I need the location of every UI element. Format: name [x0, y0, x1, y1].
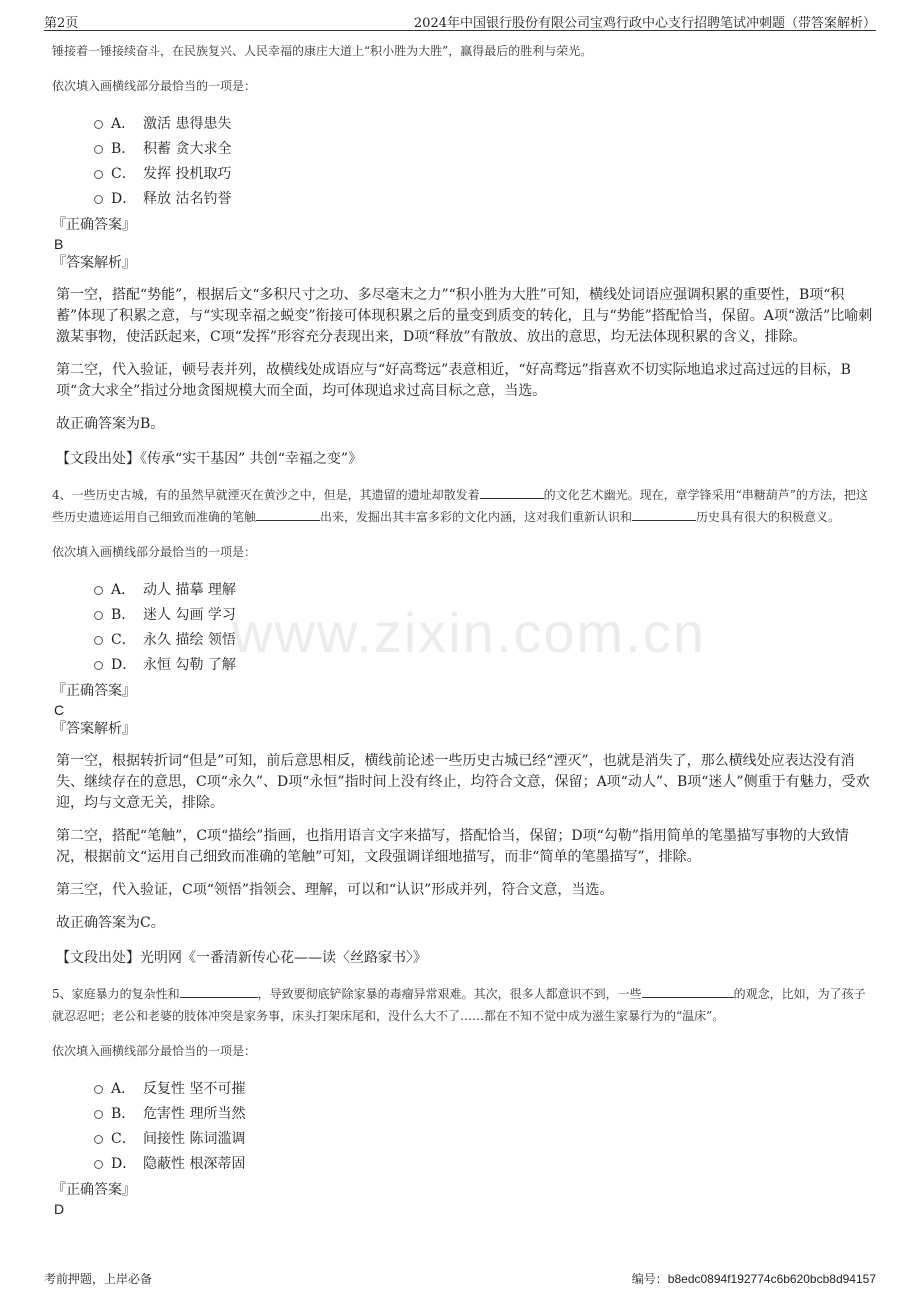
- option-d[interactable]: D． 永恒 勾勒 了解: [94, 651, 876, 676]
- footer-slogan: 考前押题，上岸必备: [44, 1272, 153, 1286]
- question-5: [44, 983, 876, 1219]
- option-a[interactable]: A． 反复性 坚不可摧: [94, 1075, 876, 1100]
- radio-icon[interactable]: [94, 586, 103, 595]
- radio-icon[interactable]: [94, 195, 103, 204]
- question-prompt: 依次填入画横线部分最恰当的一项是：: [52, 545, 257, 559]
- question-prompt: 依次填入画横线部分最恰当的一项是：: [52, 1044, 257, 1058]
- question-text: 5、家庭暴力的复杂性和 ，导致要彻底铲除家暴的毒瘤异常艰难。其次，很多人都意识不到，一些 的观念，比如，为了孩子就忍忍吧；老公和老婆的肢体冲突是家务事，床头打架床尾和，没什么大不了……都在不知不觉中成为滋生家暴行为的“温床”。: [52, 987, 866, 1023]
- option-d[interactable]: D． 释放 沽名钓誉: [94, 185, 876, 210]
- analysis-paragraph: 第一空，搭配“势能”，根据后文“多积尺寸之功、多尽毫末之力”“积小胜为大胜”可知，横线处词语应强调积累的重要性，B项“积蓄”体现了积累之意，与“实现幸福之蜕变”衔接可体现积累之后的量变到质变的转化，且与“势能”搭配恰当，保留。A项“激活”比喻刺激某事物，使活跃起来，C项“发挥”形容充分表现出来，D项“释放”有散放、放出的意思，均无法体现积累的含义，排除。: [56, 287, 873, 345]
- page-header: [44, 10, 876, 31]
- radio-icon[interactable]: [94, 120, 103, 129]
- source-citation: 【文段出处】《传承“实干基因” 共创“幸福之变”》: [56, 451, 363, 467]
- answer-value: B: [54, 236, 64, 252]
- option-a[interactable]: A． 激活 患得患失: [94, 110, 876, 135]
- answer-label: 『正确答案』: [52, 683, 136, 699]
- options-list: [94, 110, 876, 210]
- radio-icon[interactable]: [94, 1085, 103, 1094]
- analysis-conclusion: 故正确答案为C。: [56, 915, 165, 931]
- option-b[interactable]: B． 危害性 理所当然: [94, 1100, 876, 1125]
- analysis-paragraph: 第一空，根据转折词“但是”可知，前后意思相反，横线前论述一些历史古城已经“湮灭”，也就是消失了，那么横线处应表达没有消失、继续存在的意思，C项“永久”、D项“永恒”指时间上没有终止，均符合文意，保留；A项“动人”、B项“迷人”侧重于有魅力，受欢迎，均与文意无关，排除。: [56, 753, 870, 811]
- analysis-paragraph: 第二空，搭配“笔触”，C项“描绘”指画，也指用语言文字来描写，搭配恰当，保留；D项“勾勒”指用简单的笔墨描写事物的大致情况，根据前文“运用自己细致而准确的笔触”可知，文段强调详细地描写，而非“简单的笔墨描写”，排除。: [56, 828, 849, 865]
- answer-blank: [480, 486, 544, 499]
- analysis-conclusion: 故正确答案为B。: [56, 416, 165, 432]
- answer-blank: [642, 985, 734, 998]
- page-number: 第2页: [44, 16, 79, 31]
- radio-icon[interactable]: [94, 1110, 103, 1119]
- answer-label: 『正确答案』: [52, 1182, 136, 1198]
- answer-value: D: [54, 1201, 65, 1217]
- radio-icon[interactable]: [94, 1135, 103, 1144]
- option-b[interactable]: B． 积蓄 贪大求全: [94, 135, 876, 160]
- question-text: 锤接着一锤接续奋斗，在民族复兴、人民幸福的康庄大道上“积小胜为大胜”，赢得最后的胜利与荣光。: [52, 44, 593, 58]
- radio-icon[interactable]: [94, 1160, 103, 1169]
- source-citation: 【文段出处】光明网《一番清新传心花——读〈丝路家书〉》: [56, 950, 427, 966]
- analysis-label: 『答案解析』: [52, 255, 136, 271]
- answer-value: C: [54, 702, 65, 718]
- question-prompt: 依次填入画横线部分最恰当的一项是：: [52, 79, 257, 93]
- answer-label: 『正确答案』: [52, 217, 136, 233]
- document-id: 编号：b8edc0894f192774c6b620bcb8d94157: [631, 1272, 876, 1286]
- radio-icon[interactable]: [94, 145, 103, 154]
- option-c[interactable]: C． 间接性 陈词滥调: [94, 1125, 876, 1150]
- question-text: 4、一些历史古城，有的虽然早就湮灭在黄沙之中，但是，其遗留的遗址却散发着 的文化艺术幽光。现在，章学锋采用“串糖葫芦”的方法，把这些历史遗迹运用自己细致而准确的笔触 出来，发掘出其丰富多彩的文化内涵，这对我们重新认识和 历史具有很大的积极意义。: [52, 488, 868, 524]
- radio-icon[interactable]: [94, 636, 103, 645]
- analysis-paragraph: 第二空，代入验证，顿号表并列，故横线处成语应与“好高骛远”表意相近，“好高骛远”指喜欢不切实际地追求过高过远的目标，B项“贪大求全”指过分地贪图规模大而全面，均可体现追求过高目标之意，当选。: [56, 362, 851, 399]
- option-b[interactable]: B． 迷人 勾画 学习: [94, 601, 876, 626]
- options-list: [94, 1075, 876, 1175]
- option-c[interactable]: C． 永久 描绘 领悟: [94, 626, 876, 651]
- options-list: [94, 576, 876, 676]
- radio-icon[interactable]: [94, 611, 103, 620]
- option-a[interactable]: A． 动人 描摹 理解: [94, 576, 876, 601]
- page-content: [44, 40, 876, 1219]
- analysis-paragraph: 第三空，代入验证，C项“领悟”指领会、理解，可以和“认识”形成并列，符合文意，当选。: [56, 882, 614, 898]
- analysis-label: 『答案解析』: [52, 721, 136, 737]
- radio-icon[interactable]: [94, 170, 103, 179]
- answer-blank: [632, 508, 696, 521]
- answer-blank: [180, 985, 258, 998]
- document-title: 2024年中国银行股份有限公司宝鸡行政中心支行招聘笔试冲刺题（带答案解析）: [413, 16, 876, 31]
- answer-blank: [256, 508, 320, 521]
- option-d[interactable]: D． 隐蔽性 根深蒂固: [94, 1150, 876, 1175]
- watermark: www.zixin.com.cn: [232, 601, 706, 664]
- option-c[interactable]: C． 发挥 投机取巧: [94, 160, 876, 185]
- question-4: [44, 484, 876, 969]
- radio-icon[interactable]: [94, 661, 103, 670]
